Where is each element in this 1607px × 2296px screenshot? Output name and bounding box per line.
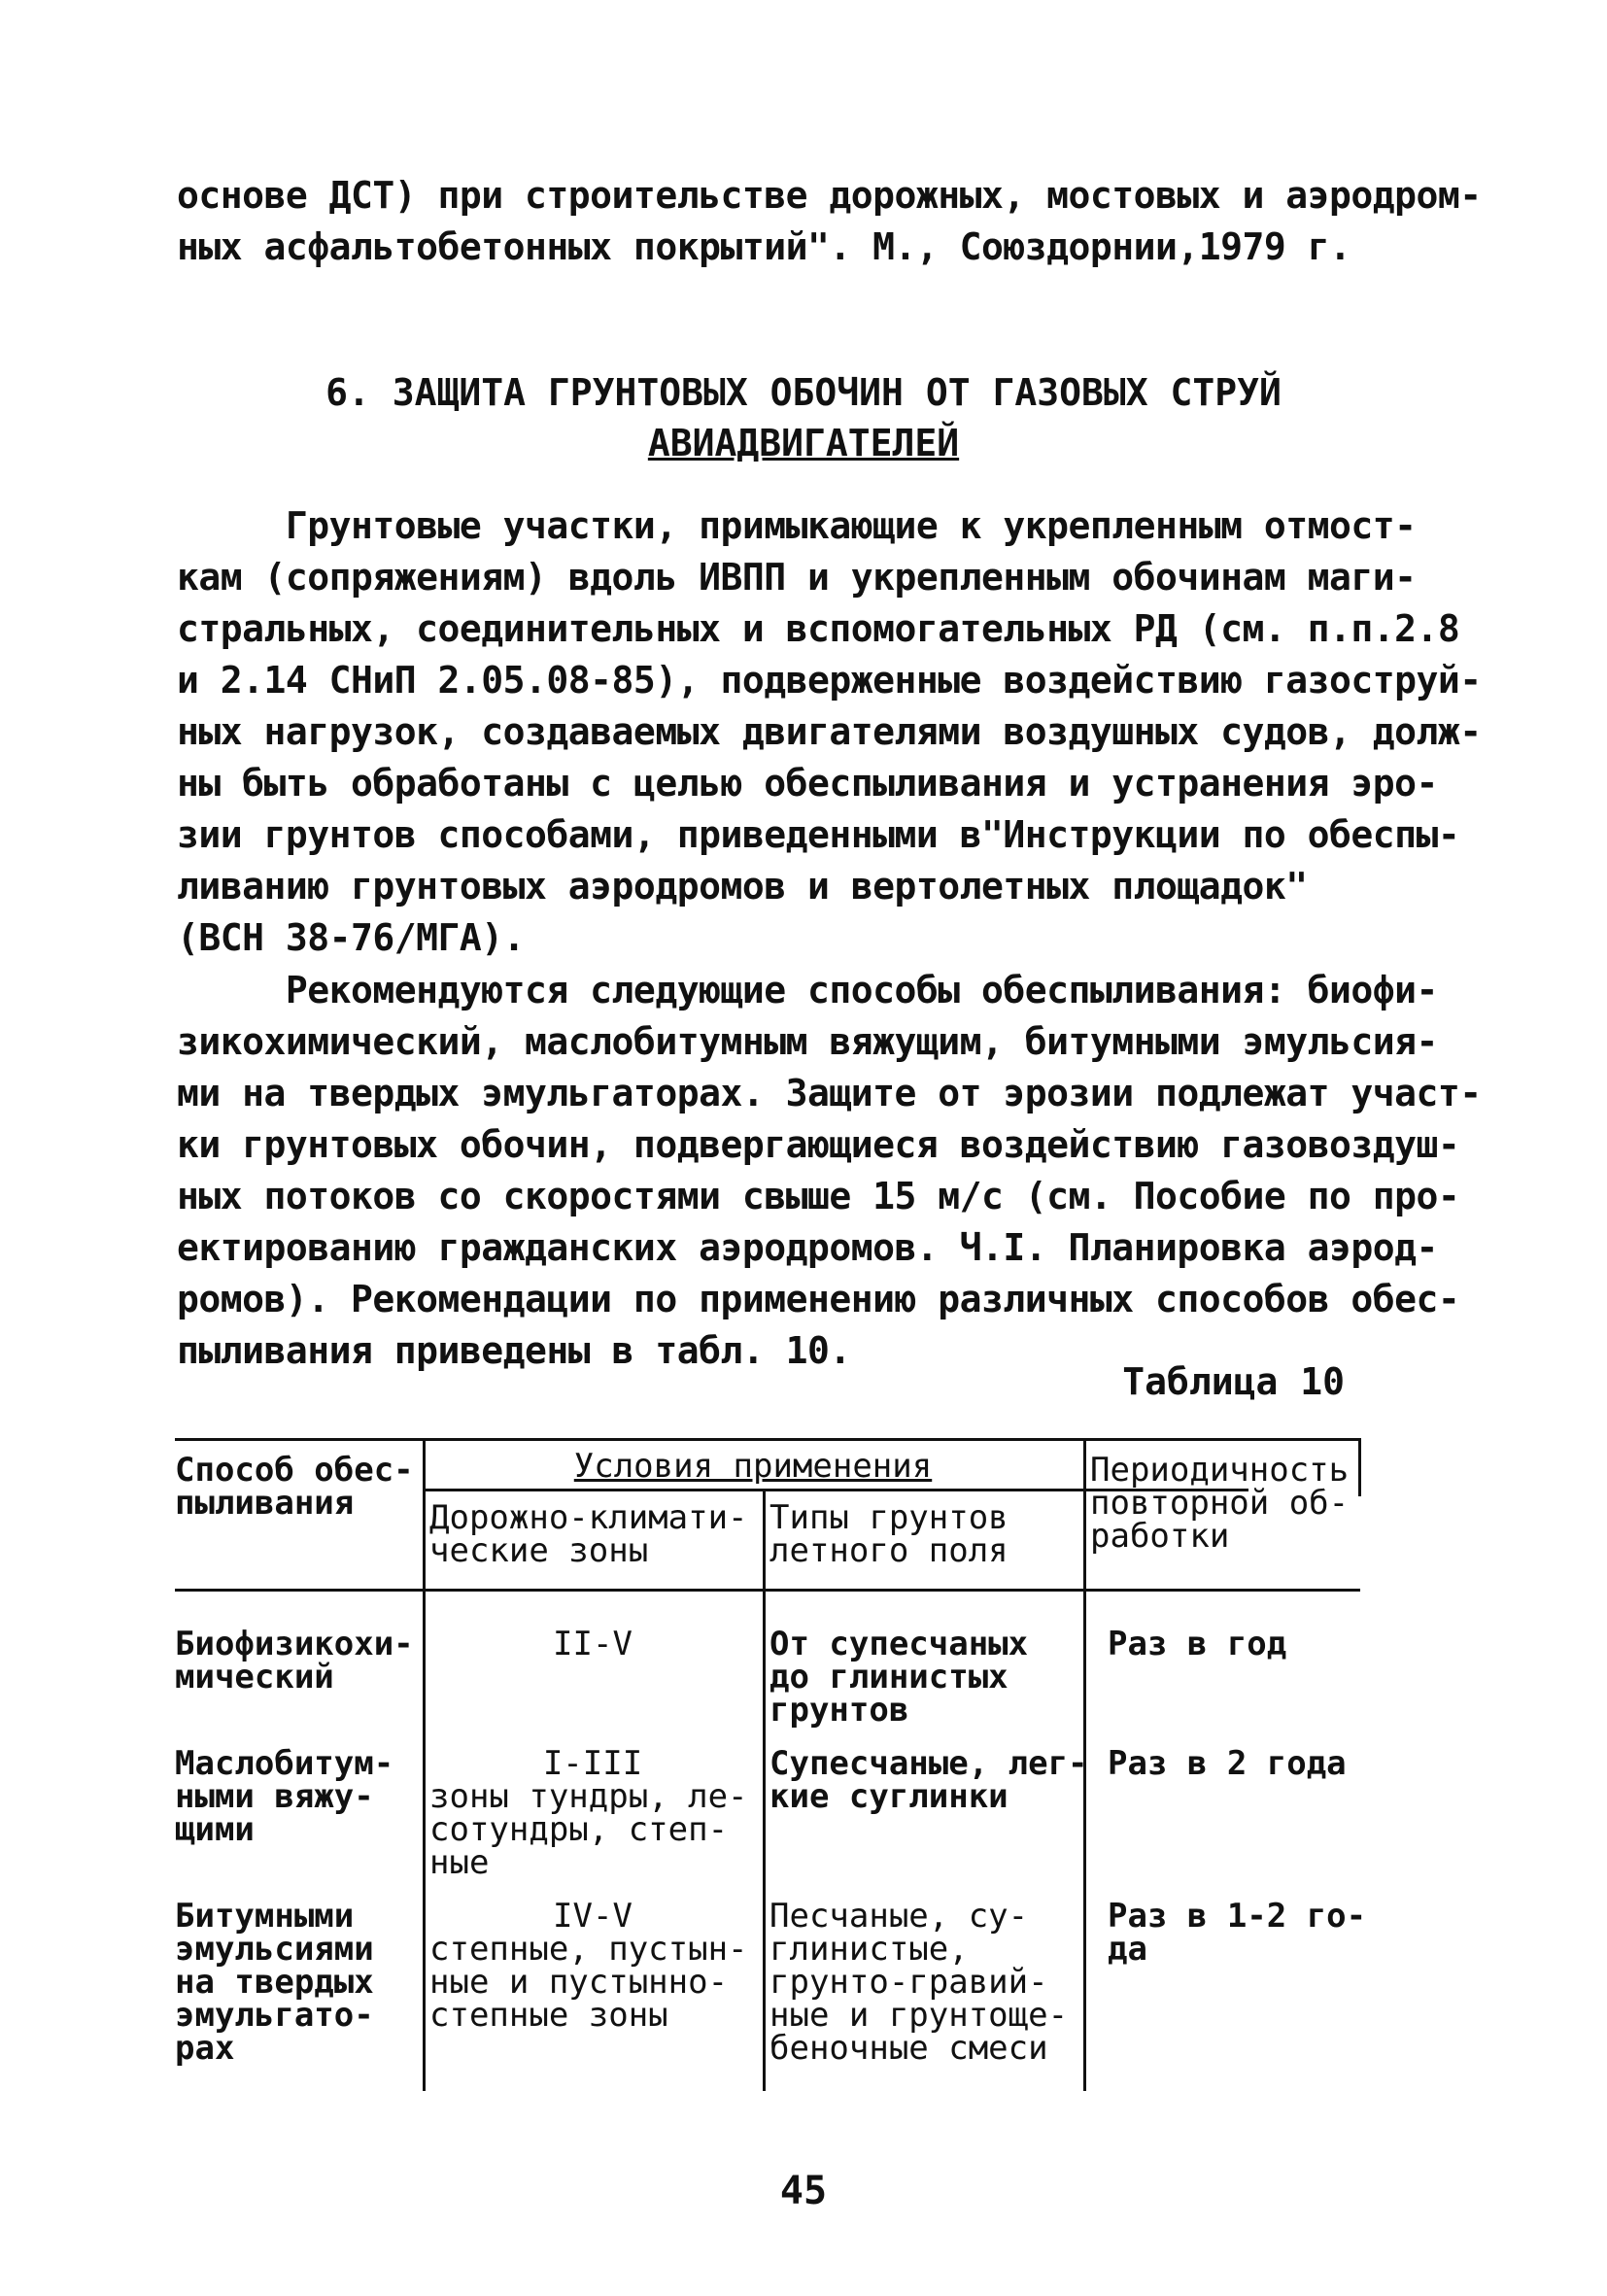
paragraph2-line-3: ми на твердых эмульгаторах. Защите от эрозии подлежат участ- — [177, 1072, 1482, 1114]
paragraph1-line-2: кам (сопряжениям) вдоль ИВПП и укрепленным обочинам маги- — [177, 556, 1417, 599]
paragraph1-line-8: ливанию грунтовых аэродромов и вертолетных площадок" — [177, 865, 1308, 908]
table-top-border — [175, 1438, 1360, 1441]
row3-zone-code: IV-V — [553, 1897, 633, 1936]
paragraph2-line-8: пыливания приведены в табл. 10. — [177, 1329, 851, 1372]
recommendations-table — [175, 1438, 1370, 2099]
table-right-edge — [1358, 1438, 1361, 1496]
row2-zone-text: зоны тундры, ле- сотундры, степ- ные — [429, 1777, 748, 1882]
paragraph2-line-5: ных потоков со скоростями свыше 15 м/с (см. Пособие по про- — [177, 1175, 1460, 1217]
table-col-divider-2 — [763, 1489, 766, 2091]
row1-soils: От супесчаных до глинистых грунтов — [769, 1625, 1029, 1730]
row1-method: Биофизикохи- мический — [175, 1625, 414, 1696]
header-period: Периодичность повторной об- работки — [1090, 1451, 1350, 1556]
paragraph1-line-4: и 2.14 СНиП 2.05.08-85), подверженные воздействию газоструй- — [177, 659, 1482, 702]
paragraph1-line-3: стральных, соединительных и вспомогательных РД (см. п.п.2.8 — [177, 607, 1460, 650]
row3-period: Раз в 1-2 го- да — [1108, 1897, 1367, 1969]
header-conditions: Условия применения — [573, 1447, 933, 1486]
row3-soils: Песчаные, су- глинистые, грунто-гравий- ные и грунтоще- беночные смеси — [769, 1897, 1069, 2068]
table-header-bottom-border — [175, 1589, 1360, 1592]
paragraph1-line-7: зии грунтов способами, приведенными в"Инструкции по обеспы- — [177, 813, 1460, 856]
paragraph1-line-1: Грунтовые участки, примыкающие к укрепленным отмост- — [177, 504, 1417, 547]
intro-line-2: ных асфальтобетонных покрытий". М., Союздорнии,1979 г. — [177, 225, 1351, 268]
section-title-line-1: 6. ЗАЩИТА ГРУНТОВЫХ ОБОЧИН ОТ ГАЗОВЫХ СТРУЙ — [325, 371, 1282, 414]
intro-line-1: основе ДСТ) при строительстве дорожных, мостовых и аэродром- — [177, 174, 1482, 217]
paragraph2-line-1: Рекомендуются следующие способы обеспыливания: биофи- — [177, 969, 1438, 1011]
row1-zone-code: II-V — [553, 1625, 633, 1663]
row3-zone-text: степные, пустын- ные и пустынно- степные зоны — [429, 1930, 748, 2035]
row2-period: Раз в 2 года — [1108, 1744, 1347, 1783]
header-soils: Типы грунтов летного поля — [769, 1498, 1009, 1570]
page-number: 45 — [779, 2169, 828, 2213]
paragraph2-line-6: ектированию гражданских аэродромов. Ч.I. Планировка аэрод- — [177, 1226, 1438, 1269]
paragraph1-line-6: ны быть обработаны с целью обеспыливания и устранения эро- — [177, 762, 1438, 805]
paragraph1-line-9: (ВСН 38-76/МГА). — [177, 916, 526, 959]
table-caption: Таблица 10 — [1122, 1360, 1345, 1403]
row2-soils: Супесчаные, лег- кие суглинки — [769, 1744, 1088, 1816]
row1-period: Раз в год — [1108, 1625, 1287, 1663]
paragraph2-line-4: ки грунтовых обочин, подвергающиеся воздействию газовоздуш- — [177, 1123, 1460, 1166]
row2-method: Маслобитум- ными вяжу- щими — [175, 1744, 394, 1849]
section-title-line-2: АВИАДВИГАТЕЛЕЙ — [647, 422, 960, 464]
paragraph1-line-5: ных нагрузок, создаваемых двигателями воздушных судов, долж- — [177, 710, 1482, 753]
row2-zone-code: I-III — [542, 1744, 643, 1783]
header-zones: Дорожно-климати- ческие зоны — [429, 1498, 748, 1570]
paragraph2-line-7: ромов). Рекомендации по применению различных способов обес- — [177, 1278, 1460, 1320]
paragraph2-line-2: зикохимический, маслобитумным вяжущим, битумными эмульсия- — [177, 1020, 1438, 1063]
header-method: Способ обес- пыливания — [175, 1451, 414, 1523]
row3-method: Битумными эмульсиями на твердых эмульгато- рах — [175, 1897, 374, 2068]
